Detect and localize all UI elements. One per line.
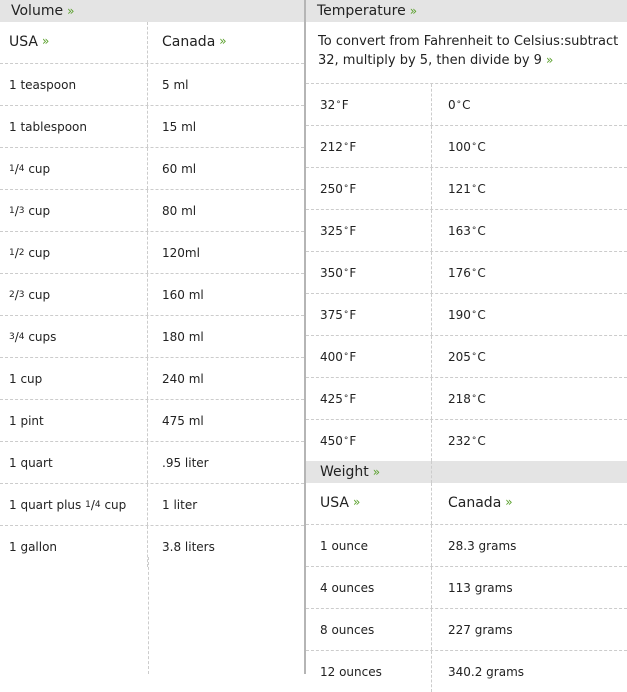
celsius-cell <box>432 252 627 293</box>
table-row <box>306 210 627 252</box>
celsius-cell <box>432 210 627 251</box>
celsius-cell <box>432 420 627 461</box>
fahrenheit-value: 350 <box>320 265 343 280</box>
celsius-cell <box>432 336 627 377</box>
volume-usa-value: 1 pint <box>9 413 44 428</box>
degree-symbol: ° <box>343 435 349 446</box>
table-row <box>306 420 627 461</box>
celsius-value: 176 <box>448 265 471 280</box>
volume-usa-value: 1 quart <box>9 455 53 470</box>
volume-usa-unit: cup <box>24 287 51 302</box>
table-row <box>0 484 304 526</box>
volume-canada-cell: 240 ml <box>162 371 204 386</box>
volume-usa-unit: cups <box>24 329 57 344</box>
degree-symbol: ° <box>343 393 349 404</box>
degree-symbol: ° <box>471 351 477 362</box>
fahrenheit-cell <box>306 84 432 125</box>
volume-usa-unit: cup <box>100 497 127 512</box>
degree-symbol: ° <box>343 309 349 320</box>
weight-canada-cell: 113 grams <box>448 580 513 595</box>
celsius-cell <box>432 126 627 167</box>
volume-canada-cell: 60 ml <box>162 161 197 176</box>
fraction-denominator: 4 <box>94 499 101 510</box>
fraction-slash: / <box>14 161 19 176</box>
table-row <box>0 400 304 442</box>
fahrenheit-unit: F <box>349 349 357 364</box>
degree-symbol: ° <box>343 351 349 362</box>
degree-symbol: ° <box>343 225 349 236</box>
volume-col-usa[interactable] <box>0 22 148 63</box>
degree-symbol: ° <box>471 225 477 236</box>
weight-canada-cell: 28.3 grams <box>448 538 517 553</box>
fraction-numerator: 2 <box>9 289 15 300</box>
volume-table <box>0 22 304 567</box>
degree-symbol: ° <box>456 99 462 110</box>
fahrenheit-unit: F <box>349 139 357 154</box>
volume-canada-cell: 120ml <box>162 245 200 260</box>
weight-canada-cell: 340.2 grams <box>448 664 525 679</box>
volume-usa-cell <box>0 232 148 273</box>
fahrenheit-cell <box>306 378 432 419</box>
volume-canada-cell: 1 liter <box>162 497 198 512</box>
temperature-title: Temperature <box>317 3 406 19</box>
fraction-numerator: 1 <box>9 205 15 216</box>
celsius-unit: C <box>477 139 486 154</box>
degree-symbol: ° <box>471 141 477 152</box>
fahrenheit-value: 425 <box>320 391 343 406</box>
celsius-cell <box>432 168 627 209</box>
volume-canada-cell: 3.8 liters <box>162 539 215 554</box>
weight-usa-cell: 4 ounces <box>306 567 432 608</box>
table-row <box>0 358 304 400</box>
celsius-cell <box>432 378 627 419</box>
celsius-unit: C <box>477 349 486 364</box>
degree-symbol: ° <box>343 183 349 194</box>
table-row <box>306 294 627 336</box>
celsius-unit: C <box>477 181 486 196</box>
degree-symbol: ° <box>471 267 477 278</box>
celsius-value: 0 <box>448 97 456 112</box>
degree-symbol: ° <box>343 267 349 278</box>
volume-canada-cell: 5 ml <box>162 77 189 92</box>
temperature-note <box>306 22 627 84</box>
table-row <box>306 168 627 210</box>
fahrenheit-unit: F <box>349 223 357 238</box>
fahrenheit-cell <box>306 210 432 251</box>
fraction-numerator: 1 <box>9 247 15 258</box>
fahrenheit-value: 250 <box>320 181 343 196</box>
more-arrow-icon[interactable]: » <box>41 34 50 48</box>
fahrenheit-unit: F <box>349 181 357 196</box>
fraction-slash: / <box>14 245 19 260</box>
table-row <box>0 442 304 484</box>
celsius-value: 163 <box>448 223 471 238</box>
fraction-slash: / <box>14 203 19 218</box>
fahrenheit-cell <box>306 126 432 167</box>
volume-col-canada-label: Canada <box>162 34 216 50</box>
volume-col-usa-label: USA <box>9 34 38 50</box>
table-row <box>306 525 627 567</box>
fahrenheit-unit: F <box>349 433 357 448</box>
weight-col-usa-label: USA <box>320 495 349 511</box>
celsius-unit: C <box>477 307 486 322</box>
more-arrow-icon[interactable]: » <box>545 53 554 67</box>
volume-usa-cell <box>0 106 148 147</box>
volume-usa-cell <box>0 64 148 105</box>
weight-header <box>306 461 627 483</box>
table-row <box>306 567 627 609</box>
volume-col-canada[interactable] <box>148 22 304 63</box>
fahrenheit-value: 450 <box>320 433 343 448</box>
more-arrow-icon[interactable]: » <box>372 465 381 479</box>
celsius-cell <box>432 294 627 335</box>
celsius-unit: C <box>477 391 486 406</box>
volume-usa-value: 1 tablespoon <box>9 119 87 134</box>
volume-usa-value: 1 cup <box>9 371 43 386</box>
temperature-panel <box>306 0 627 679</box>
volume-usa-unit: cup <box>24 161 51 176</box>
volume-usa-cell <box>0 274 148 315</box>
more-arrow-icon[interactable]: » <box>505 495 513 509</box>
table-row <box>306 378 627 420</box>
celsius-value: 121 <box>448 181 471 196</box>
table-row <box>0 148 304 190</box>
volume-title: Volume <box>11 3 64 19</box>
degree-symbol: ° <box>343 141 349 152</box>
weight-col-usa[interactable] <box>306 483 432 524</box>
table-row <box>0 526 304 567</box>
volume-usa-value: 1 quart plus <box>9 497 86 512</box>
fahrenheit-value: 400 <box>320 349 343 364</box>
fraction-denominator: 2 <box>18 247 25 258</box>
volume-usa-cell <box>0 358 148 399</box>
volume-canada-cell: 475 ml <box>162 413 204 428</box>
table-row <box>0 190 304 232</box>
fahrenheit-cell <box>306 294 432 335</box>
fraction-slash: / <box>90 497 95 512</box>
volume-usa-cell <box>0 190 148 231</box>
weight-usa-cell: 1 ounce <box>306 525 432 566</box>
volume-usa-value: 1 gallon <box>9 539 58 554</box>
celsius-value: 100 <box>448 139 471 154</box>
fraction-numerator: 1 <box>9 163 15 174</box>
table-row <box>306 609 627 651</box>
weight-column-headers <box>306 483 627 525</box>
volume-canada-cell: 80 ml <box>162 203 197 218</box>
volume-usa-cell <box>0 484 148 525</box>
fahrenheit-cell <box>306 168 432 209</box>
fraction-denominator: 3 <box>18 289 25 300</box>
fahrenheit-cell <box>306 252 432 293</box>
volume-usa-value: 1 teaspoon <box>9 77 77 92</box>
table-row <box>0 316 304 358</box>
weight-rows <box>306 525 627 692</box>
degree-symbol: ° <box>471 183 477 194</box>
temperature-note-text: To convert from Fahrenheit to Celsius:subtract 32, multiply by 5, then divide by 9 <box>318 34 619 68</box>
temperature-rows <box>306 84 627 461</box>
celsius-unit: C <box>477 433 486 448</box>
celsius-cell <box>432 84 627 125</box>
celsius-value: 232 <box>448 433 471 448</box>
weight-title: Weight <box>320 464 369 480</box>
volume-canada-cell: .95 liter <box>162 455 209 470</box>
volume-rows <box>0 64 304 567</box>
fahrenheit-value: 325 <box>320 223 343 238</box>
table-row <box>306 252 627 294</box>
more-arrow-icon[interactable]: » <box>352 495 361 509</box>
weight-col-canada[interactable] <box>432 483 627 524</box>
weight-title-cell[interactable] <box>306 461 432 483</box>
table-row <box>0 274 304 316</box>
fahrenheit-cell <box>306 336 432 377</box>
table-row <box>306 84 627 126</box>
volume-canada-cell: 15 ml <box>162 119 197 134</box>
fahrenheit-unit: F <box>349 265 357 280</box>
volume-canada-cell: 160 ml <box>162 287 204 302</box>
table-row <box>306 651 627 692</box>
volume-column-headers <box>0 22 304 64</box>
celsius-value: 190 <box>448 307 471 322</box>
volume-usa-cell <box>0 400 148 441</box>
fraction-slash: / <box>14 329 19 344</box>
fahrenheit-unit: F <box>349 307 357 322</box>
degree-symbol: ° <box>471 309 477 320</box>
volume-panel <box>0 0 306 674</box>
fraction-denominator: 4 <box>18 163 25 174</box>
fahrenheit-unit: F <box>341 97 349 112</box>
more-arrow-icon[interactable]: » <box>409 4 418 18</box>
fahrenheit-value: 32 <box>320 97 336 112</box>
celsius-unit: C <box>477 223 486 238</box>
fraction-slash: / <box>14 287 19 302</box>
fraction-denominator: 4 <box>18 331 25 342</box>
more-arrow-icon[interactable]: » <box>219 34 227 48</box>
temperature-header[interactable] <box>306 0 627 22</box>
more-arrow-icon[interactable]: » <box>67 4 75 18</box>
celsius-value: 205 <box>448 349 471 364</box>
weight-usa-cell: 8 ounces <box>306 609 432 650</box>
fahrenheit-value: 375 <box>320 307 343 322</box>
degree-symbol: ° <box>471 393 477 404</box>
fraction-denominator: 3 <box>18 205 25 216</box>
fraction-numerator: 1 <box>85 499 91 510</box>
weight-usa-cell: 12 ounces <box>306 651 432 692</box>
volume-canada-cell: 180 ml <box>162 329 204 344</box>
fahrenheit-unit: F <box>349 391 357 406</box>
volume-usa-unit: cup <box>24 203 51 218</box>
volume-usa-cell <box>0 148 148 189</box>
volume-usa-unit: cup <box>24 245 51 260</box>
volume-header[interactable] <box>0 0 304 22</box>
degree-symbol: ° <box>471 435 477 446</box>
column-divider <box>148 557 149 674</box>
weight-col-canada-label: Canada <box>448 495 502 511</box>
celsius-value: 218 <box>448 391 471 406</box>
table-row <box>306 126 627 168</box>
fahrenheit-value: 212 <box>320 139 343 154</box>
celsius-unit: C <box>462 97 471 112</box>
degree-symbol: ° <box>336 99 341 110</box>
table-row <box>0 232 304 274</box>
volume-usa-cell <box>0 526 148 567</box>
table-row <box>0 106 304 148</box>
weight-canada-cell: 227 grams <box>448 622 513 637</box>
fahrenheit-cell <box>306 420 432 461</box>
fraction-numerator: 3 <box>9 331 15 342</box>
celsius-unit: C <box>477 265 486 280</box>
table-row <box>306 336 627 378</box>
volume-usa-cell <box>0 442 148 483</box>
volume-usa-cell <box>0 316 148 357</box>
table-row <box>0 64 304 106</box>
